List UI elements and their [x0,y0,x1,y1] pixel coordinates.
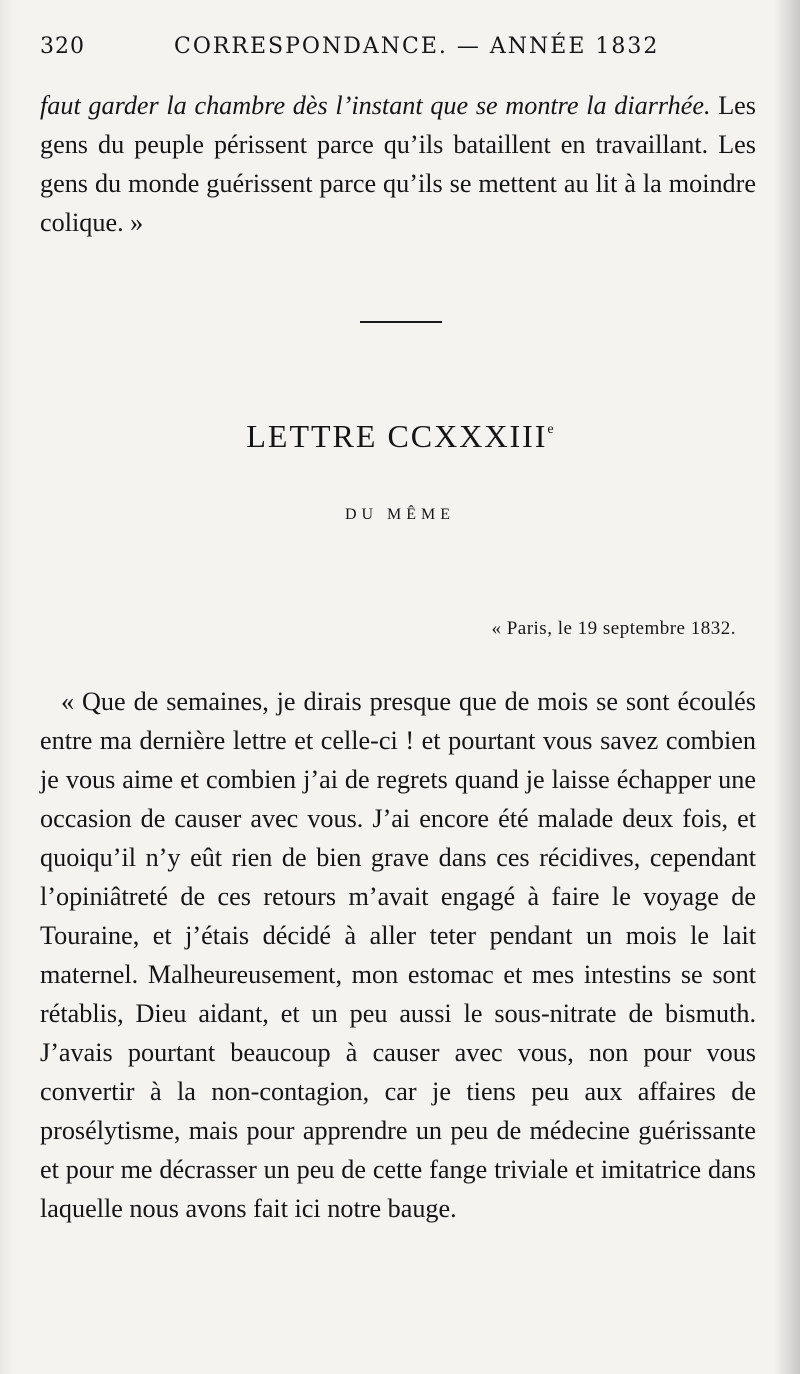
letter-body [40,682,756,1228]
running-title: CORRESPONDANCE. — ANNÉE 1832 [174,34,660,59]
italic-quote: faut garder la chambre dès l’instant que se montre la diarrhée. [40,91,711,120]
letter-title [0,418,800,455]
letter-body-paragraph: « Que de semaines, je dirais presque que de mois se sont écoulés entre ma dernière lettre et celle-ci ! et pourtant vous savez combien je vous aime et combien j’ai de regrets quand je laisse échapper une occasion de causer avec vous. J’ai encore été malade deux fois, et quoiqu’il n’y eût rien de bien grave dans ces récidives, cependant l’opiniâtreté de ces retours m’avait engagé à faire le voyage de Touraine, et j’étais décidé à aller teter pendant un mois le lait maternel. Malheureusement, mon estomac et mes intestins se sont rétablis, Dieu aidant, et un peu aussi le sous-nitrate de bismuth. J’avais pourtant beaucoup à causer avec vous, non pour vous convertir à la non-contagion, car je tiens peu aux affaires de prosélytisme, mais pour apprendre un peu de médecine guérissante et pour me décrasser un peu de cette fange triviale et imitatrice dans laquelle nous avons fait ici notre bauge. [40,687,756,1223]
previous-letter-ending [40,86,756,242]
letter-dateline: « Paris, le 19 septembre 1832. [491,618,736,639]
running-head [40,34,740,66]
section-divider [360,321,442,323]
previous-letter-paragraph [40,86,756,242]
letter-subtitle: DU MÊME [344,506,456,523]
previous-letter-text: Les gens du peuple périssent parce qu’ils bataillent en travaillant. Les gens du monde guérissent parce qu’ils se mettent au lit à la moindre colique. » [40,91,757,237]
page-number: 320 [40,34,85,59]
letter-title-text: LETTRE CCXXXIII [246,418,548,454]
letter-title-superscript: e [547,422,554,437]
